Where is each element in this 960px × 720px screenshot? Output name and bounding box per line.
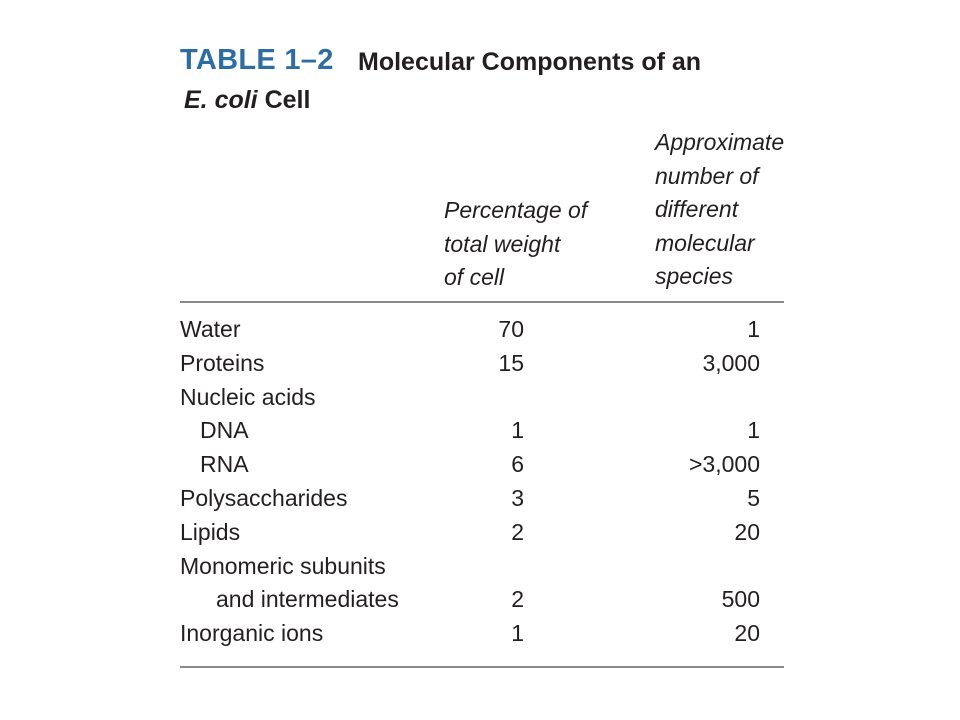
- header-line: different: [655, 196, 739, 222]
- table-row: [180, 347, 784, 381]
- table-row: [180, 448, 784, 482]
- percentage-value: 15: [498, 349, 524, 376]
- row-label: Monomeric subunits: [180, 552, 386, 579]
- table-row: [180, 516, 784, 550]
- species-value: 1: [747, 316, 760, 342]
- header-line: molecular: [655, 229, 755, 256]
- row-label: Water: [180, 316, 241, 342]
- species-value: 1: [747, 417, 760, 444]
- percentage-value: 6: [511, 451, 524, 478]
- title-text-cell: Cell: [257, 86, 311, 114]
- species-value: 20: [734, 620, 760, 647]
- table-row: [180, 583, 784, 617]
- header-line: of cell: [444, 264, 505, 290]
- percentage-value: 1: [511, 417, 524, 444]
- species-value: 3,000: [702, 349, 760, 376]
- table-body: [180, 313, 784, 651]
- percentage-value: 70: [498, 316, 524, 342]
- table-title: [180, 44, 800, 114]
- row-label: RNA: [200, 451, 249, 478]
- row-label: Proteins: [180, 349, 265, 376]
- row-label: Inorganic ions: [180, 620, 324, 647]
- species-value: 5: [747, 484, 760, 511]
- species-value: >3,000: [689, 451, 760, 478]
- header-line: Approximate: [655, 129, 785, 155]
- header-line: total weight: [444, 230, 561, 257]
- column-header-percentage: [444, 194, 587, 295]
- header-line: species: [655, 263, 733, 289]
- table-row: [180, 550, 784, 584]
- title-text: Molecular Components of an: [358, 48, 702, 76]
- table-row: [180, 414, 784, 448]
- percentage-value: 2: [511, 518, 524, 545]
- header-line: number of: [655, 162, 759, 189]
- row-label: Nucleic acids: [180, 383, 316, 410]
- species-value: 500: [721, 586, 760, 613]
- title-line-2: [184, 86, 310, 115]
- column-header-species: [655, 126, 784, 294]
- header-line: Percentage of: [444, 197, 588, 223]
- percentage-value: 3: [511, 484, 524, 511]
- table-row: [180, 482, 784, 516]
- table-number: TABLE 1–2: [180, 44, 334, 76]
- table-row: [180, 617, 784, 651]
- row-label: Polysaccharides: [180, 484, 348, 511]
- row-label: and intermediates: [216, 586, 399, 613]
- title-line-1: [180, 44, 800, 84]
- row-label: Lipids: [180, 518, 241, 545]
- table-row: [180, 381, 784, 415]
- organism-name: E. coli: [184, 86, 258, 114]
- header-divider: [180, 301, 784, 303]
- percentage-value: 2: [511, 586, 524, 613]
- table-bottom-rule: [180, 666, 784, 668]
- table-row: [180, 313, 784, 347]
- species-value: 20: [734, 518, 760, 545]
- row-label: DNA: [200, 417, 249, 444]
- percentage-value: 1: [511, 620, 524, 647]
